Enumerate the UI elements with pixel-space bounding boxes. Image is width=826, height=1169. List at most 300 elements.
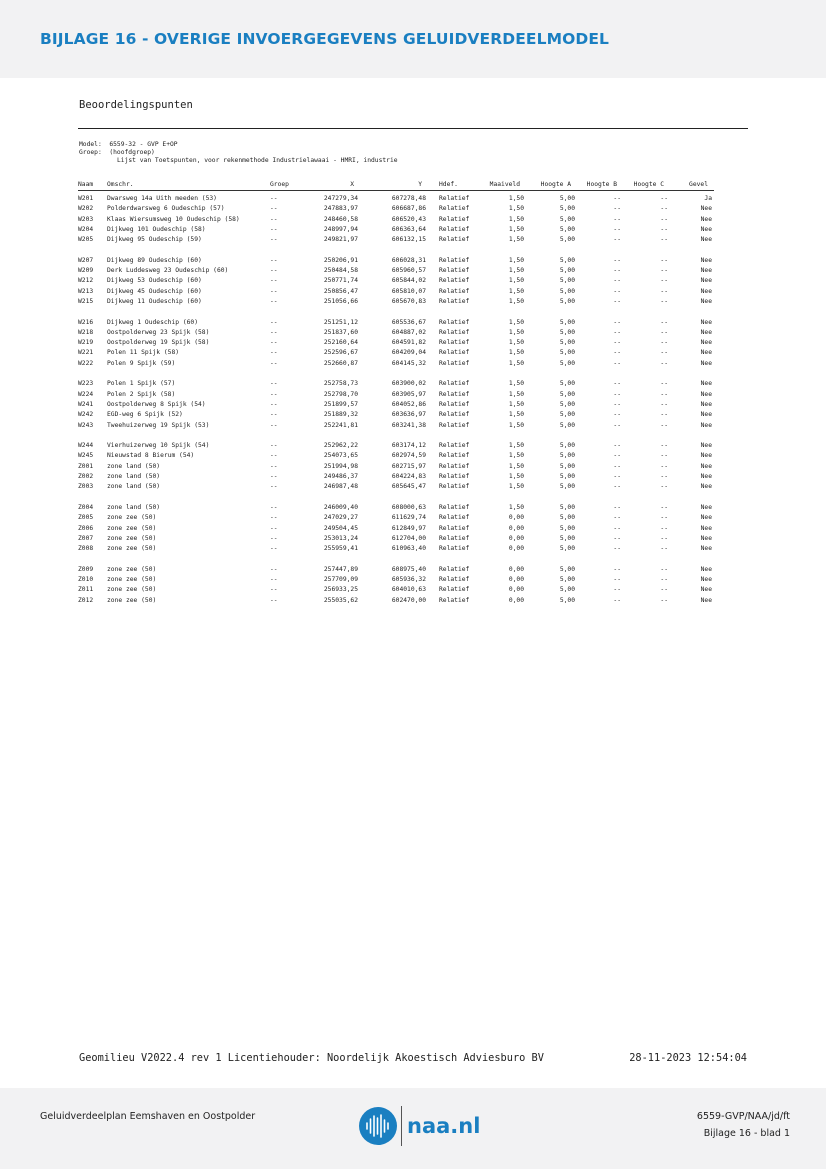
cell-x: 252241,81 (323, 421, 358, 429)
cell-hoogte-c: -- (660, 421, 668, 429)
table-row (78, 359, 718, 369)
cell-hoogte-b: -- (613, 359, 621, 367)
cell-x: 247029,27 (323, 514, 358, 522)
cell-hoogte-b: -- (613, 380, 621, 388)
cell-hdef: Relatief (439, 473, 470, 481)
section-title: Beoordelingspunten (79, 99, 193, 111)
cell-hoogte-a: 5,00 (559, 267, 575, 275)
cell-omschr: Dwarsweg 14a Uith meeden (53) (107, 195, 217, 202)
cell-hoogte-a: 5,00 (559, 359, 575, 367)
cell-maaiveld: 0,00 (508, 514, 524, 522)
table-row (78, 441, 718, 451)
group-spacer (78, 493, 718, 503)
cell-hoogte-c: -- (660, 256, 668, 264)
cell-groep: -- (270, 534, 278, 542)
cell-y: 606132,15 (391, 236, 426, 244)
cell-y: 605670,83 (391, 297, 426, 305)
cell-y: 604145,32 (391, 359, 426, 367)
cell-hoogte-a: 5,00 (559, 225, 575, 233)
cell-maaiveld: 1,50 (508, 411, 524, 419)
cell-hoogte-c: -- (660, 596, 668, 604)
cell-hdef: Relatief (439, 349, 470, 357)
cell-gevel: Nee (700, 400, 712, 408)
cell-gevel: Nee (700, 483, 712, 491)
cell-x: 252758,73 (323, 380, 358, 388)
cell-hoogte-b: -- (613, 473, 621, 481)
cell-y: 605645,47 (391, 483, 426, 491)
cell-hoogte-c: -- (660, 400, 668, 408)
cell-hdef: Relatief (439, 318, 470, 326)
cell-gevel: Nee (700, 328, 712, 336)
column-header-hoogte-c: Hoogte C (633, 181, 664, 188)
cell-x: 248460,58 (323, 215, 358, 223)
toetspunten-table (78, 180, 718, 606)
cell-hoogte-b: -- (613, 462, 621, 470)
column-header-y: Y (418, 181, 422, 188)
cell-omschr: Dijkweg 95 Oudeschip (59) (107, 236, 202, 244)
cell-omschr: Polen 2 Spijk (58) (107, 390, 176, 398)
cell-hoogte-c: -- (660, 565, 668, 573)
cell-maaiveld: 1,50 (508, 339, 524, 347)
table-row (78, 585, 718, 595)
table-row (78, 287, 718, 297)
cell-maaiveld: 1,50 (508, 400, 524, 408)
cell-x: 249504,45 (323, 524, 358, 532)
cell-groep: -- (270, 236, 278, 244)
cell-hoogte-c: -- (660, 575, 668, 583)
cell-omschr: Dijkweg 53 Oudeschip (60) (107, 277, 202, 285)
cell-hoogte-a: 5,00 (559, 483, 575, 491)
cell-naam: Z001 (78, 462, 94, 470)
cell-x: 252962,22 (323, 442, 358, 450)
cell-maaiveld: 0,00 (508, 524, 524, 532)
cell-hdef: Relatief (439, 503, 470, 511)
cell-x: 250856,47 (323, 287, 358, 295)
cell-y: 605960,57 (391, 267, 426, 275)
cell-maaiveld: 1,50 (508, 225, 524, 233)
cell-naam: W222 (78, 359, 94, 367)
cell-hoogte-b: -- (613, 442, 621, 450)
cell-hdef: Relatief (439, 545, 470, 553)
cell-naam: W209 (78, 267, 94, 275)
cell-hoogte-c: -- (660, 462, 668, 470)
meta-model (79, 141, 178, 149)
column-header-hoogte-a: Hoogte A (540, 181, 571, 188)
cell-y: 608000,63 (391, 503, 426, 511)
cell-hdef: Relatief (439, 421, 470, 429)
cell-groep: -- (270, 215, 278, 223)
table-row (78, 421, 718, 431)
cell-gevel: Nee (700, 503, 712, 511)
cell-hdef: Relatief (439, 534, 470, 542)
cell-omschr: Nieuwstad 8 Bierum (54) (107, 452, 195, 460)
cell-omschr: Dijkweg 45 Oudeschip (60) (107, 287, 202, 295)
cell-x: 252660,87 (323, 359, 358, 367)
cell-maaiveld: 1,50 (508, 483, 524, 491)
cell-y: 603636,97 (391, 411, 426, 419)
cell-gevel: Ja (704, 195, 712, 202)
cell-x: 250484,58 (323, 267, 358, 275)
cell-groep: -- (270, 462, 278, 470)
cell-x: 252160,64 (323, 339, 358, 347)
cell-groep: -- (270, 205, 278, 213)
cell-hoogte-a: 5,00 (559, 339, 575, 347)
cell-y: 606363,64 (391, 225, 426, 233)
cell-groep: -- (270, 575, 278, 583)
cell-naam: Z002 (78, 473, 94, 481)
table-row (78, 204, 718, 214)
cell-hdef: Relatief (439, 575, 470, 583)
cell-x: 253013,24 (323, 534, 358, 542)
cell-groep: -- (270, 586, 278, 594)
table-row (78, 225, 718, 235)
cell-naam: Z012 (78, 596, 94, 604)
cell-naam: Z004 (78, 503, 94, 511)
cell-groep: -- (270, 328, 278, 336)
model-label: Model: (79, 141, 102, 148)
cell-gevel: Nee (700, 514, 712, 522)
cell-hdef: Relatief (439, 328, 470, 336)
cell-hdef: Relatief (439, 195, 470, 202)
cell-groep: -- (270, 390, 278, 398)
cell-hdef: Relatief (439, 215, 470, 223)
cell-x: 246009,40 (323, 503, 358, 511)
cell-hoogte-b: -- (613, 349, 621, 357)
cell-groep: -- (270, 442, 278, 450)
cell-groep: -- (270, 421, 278, 429)
table-row (78, 276, 718, 286)
cell-naam: W219 (78, 339, 94, 347)
cell-y: 603241,38 (391, 421, 426, 429)
cell-gevel: Nee (700, 236, 712, 244)
cell-hoogte-c: -- (660, 390, 668, 398)
cell-hoogte-c: -- (660, 236, 668, 244)
cell-hoogte-c: -- (660, 318, 668, 326)
cell-hoogte-b: -- (613, 411, 621, 419)
cell-naam: Z007 (78, 534, 94, 542)
column-header-naam: Naam (78, 181, 94, 188)
cell-hoogte-b: -- (613, 452, 621, 460)
cell-hdef: Relatief (439, 339, 470, 347)
cell-maaiveld: 1,50 (508, 297, 524, 305)
table-row (78, 410, 718, 420)
cell-hdef: Relatief (439, 565, 470, 573)
cell-groep: -- (270, 524, 278, 532)
table-row (78, 400, 718, 410)
table-body (78, 191, 718, 606)
table-row (78, 575, 718, 585)
cell-maaiveld: 1,50 (508, 267, 524, 275)
table-row (78, 513, 718, 523)
cell-hoogte-c: -- (660, 328, 668, 336)
cell-groep: -- (270, 256, 278, 264)
cell-y: 605810,07 (391, 287, 426, 295)
cell-naam: W212 (78, 277, 94, 285)
cell-x: 254073,65 (323, 452, 358, 460)
cell-gevel: Nee (700, 277, 712, 285)
cell-naam: Z011 (78, 586, 94, 594)
cell-x: 257447,89 (323, 565, 358, 573)
group-spacer (78, 307, 718, 317)
cell-hdef: Relatief (439, 462, 470, 470)
cell-groep: -- (270, 411, 278, 419)
cell-naam: Z005 (78, 514, 94, 522)
cell-gevel: Nee (700, 287, 712, 295)
cell-gevel: Nee (700, 534, 712, 542)
document-reference: 6559-GVP/NAA/jd/ft (696, 1111, 790, 1122)
cell-groep: -- (270, 225, 278, 233)
cell-maaiveld: 1,50 (508, 452, 524, 460)
cell-gevel: Nee (700, 318, 712, 326)
cell-hdef: Relatief (439, 277, 470, 285)
cell-hoogte-c: -- (660, 225, 668, 233)
cell-groep: -- (270, 565, 278, 573)
cell-hdef: Relatief (439, 297, 470, 305)
cell-groep: -- (270, 380, 278, 388)
cell-hdef: Relatief (439, 380, 470, 388)
cell-hoogte-a: 5,00 (559, 452, 575, 460)
cell-hoogte-c: -- (660, 349, 668, 357)
cell-hoogte-a: 5,00 (559, 534, 575, 542)
cell-hoogte-a: 5,00 (559, 287, 575, 295)
cell-naam: W242 (78, 411, 94, 419)
cell-hdef: Relatief (439, 236, 470, 244)
table-row (78, 534, 718, 544)
cell-gevel: Nee (700, 452, 712, 460)
table-row (78, 328, 718, 338)
cell-omschr: Dijkweg 11 Oudeschip (60) (107, 297, 202, 305)
cell-hoogte-b: -- (613, 195, 621, 202)
cell-gevel: Nee (700, 596, 712, 604)
cell-hoogte-c: -- (660, 277, 668, 285)
cell-hoogte-b: -- (613, 267, 621, 275)
table-row (78, 462, 718, 472)
cell-maaiveld: 1,50 (508, 380, 524, 388)
cell-x: 251056,66 (323, 297, 358, 305)
cell-maaiveld: 1,50 (508, 328, 524, 336)
cell-hoogte-c: -- (660, 215, 668, 223)
cell-hoogte-a: 5,00 (559, 195, 575, 202)
soundwave-logo-icon (358, 1106, 398, 1146)
cell-x: 251837,60 (323, 328, 358, 336)
cell-hoogte-a: 5,00 (559, 380, 575, 388)
table-row (78, 451, 718, 461)
cell-y: 602470,00 (391, 596, 426, 604)
cell-naam: W243 (78, 421, 94, 429)
cell-gevel: Nee (700, 339, 712, 347)
cell-maaiveld: 1,50 (508, 215, 524, 223)
software-license: Geomilieu V2022.4 rev 1 Licentiehouder: Noordelijk Akoestisch Adviesburo BV (79, 1052, 544, 1064)
cell-hoogte-a: 5,00 (559, 462, 575, 470)
cell-hoogte-c: -- (660, 503, 668, 511)
table-row (78, 482, 718, 492)
groep-label: Groep: (79, 149, 102, 156)
cell-maaiveld: 1,50 (508, 462, 524, 470)
cell-hoogte-b: -- (613, 318, 621, 326)
cell-gevel: Nee (700, 380, 712, 388)
cell-naam: W216 (78, 318, 94, 326)
cell-y: 605844,02 (391, 277, 426, 285)
cell-y: 604052,86 (391, 400, 426, 408)
cell-hoogte-a: 5,00 (559, 545, 575, 553)
cell-hoogte-c: -- (660, 534, 668, 542)
cell-hoogte-b: -- (613, 339, 621, 347)
cell-omschr: Polen 9 Spijk (59) (107, 359, 176, 367)
cell-omschr: Derk Luddesweg 23 Oudeschip (60) (107, 267, 229, 275)
cell-maaiveld: 1,50 (508, 236, 524, 244)
cell-omschr: zone zee (50) (107, 565, 157, 573)
cell-hoogte-b: -- (613, 328, 621, 336)
cell-omschr: zone land (50) (107, 462, 161, 470)
cell-x: 247279,34 (323, 195, 358, 202)
cell-naam: Z010 (78, 575, 94, 583)
cell-groep: -- (270, 349, 278, 357)
table-row (78, 256, 718, 266)
cell-hoogte-b: -- (613, 503, 621, 511)
cell-y: 602974,59 (391, 452, 426, 460)
cell-hdef: Relatief (439, 400, 470, 408)
cell-y: 604209,04 (391, 349, 426, 357)
groep-value: (hoofdgroep) (109, 149, 155, 156)
cell-omschr: zone land (50) (107, 483, 161, 491)
cell-hoogte-c: -- (660, 359, 668, 367)
cell-x: 248997,94 (323, 225, 358, 233)
cell-y: 606687,86 (391, 205, 426, 213)
divider (78, 128, 748, 129)
cell-y: 606028,31 (391, 256, 426, 264)
cell-hoogte-b: -- (613, 421, 621, 429)
cell-hoogte-c: -- (660, 452, 668, 460)
cell-hoogte-b: -- (613, 545, 621, 553)
model-value: 6559-32 - GVP E+OP (109, 141, 178, 148)
cell-y: 607278,48 (391, 195, 426, 202)
cell-gevel: Nee (700, 349, 712, 357)
table-row (78, 544, 718, 554)
cell-naam: W221 (78, 349, 94, 357)
table-header (78, 180, 714, 191)
cell-omschr: zone zee (50) (107, 545, 157, 553)
cell-naam: W204 (78, 225, 94, 233)
cell-hoogte-c: -- (660, 195, 668, 202)
cell-y: 602715,97 (391, 462, 426, 470)
cell-x: 252798,70 (323, 390, 358, 398)
cell-hdef: Relatief (439, 483, 470, 491)
cell-hoogte-c: -- (660, 380, 668, 388)
cell-hdef: Relatief (439, 205, 470, 213)
cell-hoogte-b: -- (613, 256, 621, 264)
page-number: Bijlage 16 - blad 1 (703, 1128, 790, 1139)
cell-naam: W213 (78, 287, 94, 295)
cell-x: 257709,09 (323, 575, 358, 583)
cell-groep: -- (270, 297, 278, 305)
cell-naam: W205 (78, 236, 94, 244)
cell-omschr: Tweehuizerweg 19 Spijk (53) (107, 421, 210, 429)
table-row (78, 524, 718, 534)
logo-text: naa.nl (407, 1114, 481, 1138)
table-row (78, 194, 718, 204)
cell-naam: Z003 (78, 483, 94, 491)
cell-naam: W224 (78, 390, 94, 398)
cell-hoogte-b: -- (613, 205, 621, 213)
cell-groep: -- (270, 277, 278, 285)
cell-x: 251251,12 (323, 318, 358, 326)
cell-hoogte-b: -- (613, 596, 621, 604)
cell-x: 255959,41 (323, 545, 358, 553)
column-header-hoogte-b: Hoogte B (586, 181, 617, 188)
group-spacer (78, 554, 718, 564)
cell-omschr: zone zee (50) (107, 534, 157, 542)
cell-omschr: zone zee (50) (107, 586, 157, 594)
cell-hoogte-a: 5,00 (559, 400, 575, 408)
cell-hoogte-c: -- (660, 473, 668, 481)
cell-omschr: EGD-weg 6 Spijk (52) (107, 411, 183, 419)
cell-hoogte-c: -- (660, 524, 668, 532)
cell-groep: -- (270, 318, 278, 326)
cell-groep: -- (270, 473, 278, 481)
table-row (78, 235, 718, 245)
cell-hoogte-a: 5,00 (559, 473, 575, 481)
cell-hoogte-c: -- (660, 205, 668, 213)
table-row (78, 348, 718, 358)
cell-hoogte-a: 5,00 (559, 297, 575, 305)
cell-maaiveld: 0,00 (508, 596, 524, 604)
cell-gevel: Nee (700, 473, 712, 481)
cell-x: 249821,97 (323, 236, 358, 244)
meta-lijst: Lijst van Toetspunten, voor rekenmethode Industrielawaai - HMRI, industrie (117, 157, 398, 164)
cell-omschr: Oostpolderweg 23 Spijk (58) (107, 328, 210, 336)
meta-groep (79, 149, 155, 157)
cell-y: 606520,43 (391, 215, 426, 223)
cell-naam: W215 (78, 297, 94, 305)
cell-hoogte-c: -- (660, 339, 668, 347)
cell-gevel: Nee (700, 442, 712, 450)
cell-hoogte-c: -- (660, 483, 668, 491)
cell-gevel: Nee (700, 297, 712, 305)
cell-groep: -- (270, 267, 278, 275)
cell-omschr: zone land (50) (107, 503, 161, 511)
cell-hoogte-a: 5,00 (559, 421, 575, 429)
table-row (78, 503, 718, 513)
table-row (78, 472, 718, 482)
cell-maaiveld: 1,50 (508, 390, 524, 398)
cell-gevel: Nee (700, 462, 712, 470)
table-row (78, 596, 718, 606)
cell-x: 247883,97 (323, 205, 358, 213)
cell-y: 604887,02 (391, 328, 426, 336)
cell-x: 251994,98 (323, 462, 358, 470)
cell-omschr: Oostpolderweg 8 Spijk (54) (107, 400, 206, 408)
cell-hdef: Relatief (439, 359, 470, 367)
cell-naam: Z009 (78, 565, 94, 573)
cell-omschr: Polen 11 Spijk (58) (107, 349, 180, 357)
cell-groep: -- (270, 452, 278, 460)
cell-hoogte-b: -- (613, 400, 621, 408)
cell-x: 251899,57 (323, 400, 358, 408)
cell-omschr: Dijkweg 89 Oudeschip (60) (107, 256, 202, 264)
cell-gevel: Nee (700, 565, 712, 573)
cell-hoogte-a: 5,00 (559, 586, 575, 594)
group-spacer (78, 431, 718, 441)
cell-maaiveld: 1,50 (508, 442, 524, 450)
cell-hoogte-b: -- (613, 524, 621, 532)
cell-naam: W245 (78, 452, 94, 460)
cell-groep: -- (270, 503, 278, 511)
cell-x: 255035,62 (323, 596, 358, 604)
cell-gevel: Nee (700, 267, 712, 275)
cell-omschr: Dijkweg 101 Oudeschip (58) (107, 225, 206, 233)
cell-y: 610963,40 (391, 545, 426, 553)
cell-maaiveld: 1,50 (508, 195, 524, 202)
